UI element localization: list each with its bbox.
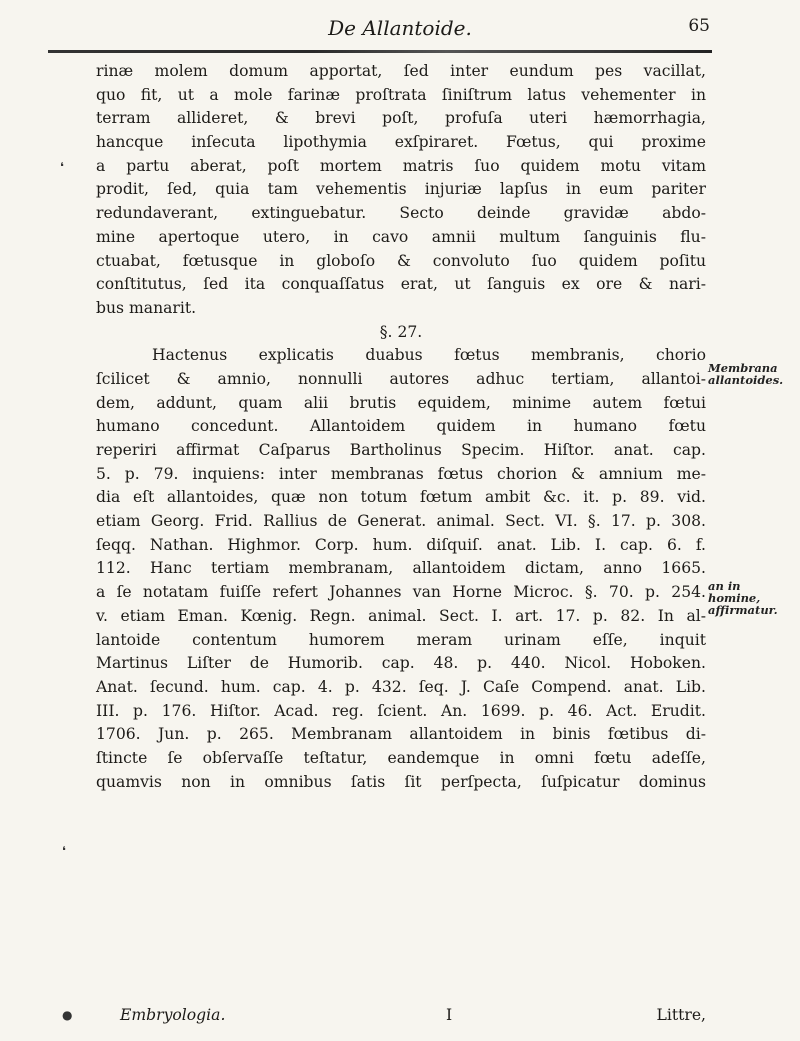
text-line: mine apertoque utero, in cavo amnii multum ſanguinis flu- <box>96 227 706 246</box>
text-line: ſcilicet & amnio, nonnulli autores adhuc tertiam, allantoi- <box>96 369 706 388</box>
text-line: hancque inſecuta lipothymia exſpiraret. Fœtus, qui proxime <box>96 133 706 152</box>
text-line: etiam Georg. Frid. Rallius de Generat. animal. Sect. VI. §. 17. p. 308. <box>96 512 706 531</box>
catchword: Littre, <box>656 1006 706 1024</box>
margin-mark: ❛ <box>60 160 64 174</box>
margin-note-homine: an in homine, affirmatur. <box>708 579 778 617</box>
page-number: 65 <box>688 16 710 36</box>
text-line: lantoide contentum humorem meram urinam eſſe, inquit <box>96 630 706 649</box>
text-line: conſtitutus, ſed ita conquaſſatus erat, ut ſanguis ex ore & nari- <box>96 275 706 294</box>
margin-mark: ● <box>62 1008 73 1022</box>
text-line: Hactenus explicatis duabus fœtus membranis, chorio <box>152 346 706 365</box>
text-line: 1706. Jun. p. 265. Membranam allantoidem in binis fœtibus di- <box>96 725 706 744</box>
margin-mark: ❛ <box>62 844 66 858</box>
text-line: bus manarit. <box>96 298 197 317</box>
margin-note-allantoides: Membrana allantoides. <box>708 361 784 387</box>
text-line: terram allideret, & brevi poſt, profuſa uteri hæmorrhagia, <box>96 109 706 128</box>
text-line: 5. p. 79. inquiens: inter membranas fœtus chorion & amnium me- <box>96 464 706 483</box>
text-line: ctuabat, fœtusque in globoſo & convoluto ſuo quidem poſitu <box>96 251 706 270</box>
text-line: dem, addunt, quam alii brutis equidem, minime autem fœtui <box>96 393 706 412</box>
signature-mark: I <box>446 1006 453 1024</box>
section-number: §. 27. <box>379 322 423 341</box>
text-line: III. p. 176. Hiſtor. Acad. reg. ſcient. An. 1699. p. 46. Act. Erudit. <box>96 701 706 720</box>
text-line: dia eſt allantoides, quæ non totum fœtum ambit &c. it. p. 89. vid. <box>96 488 706 507</box>
text-line: redundaverant, extinguebatur. Secto deinde gravidæ abdo- <box>96 204 706 223</box>
text-line: v. etiam Eman. Kœnig. Regn. animal. Sect. I. art. 17. p. 82. In al- <box>96 606 706 625</box>
text-line: ſeqq. Nathan. Highmor. Corp. hum. diſquiſ. anat. Lib. I. cap. 6. f. <box>96 535 706 554</box>
text-line: a ſe notatam fuiſſe refert Johannes van Horne Microc. §. 70. p. 254. <box>96 583 706 602</box>
text-line: humano concedunt. Allantoidem quidem in humano fœtu <box>96 417 706 436</box>
text-line: Martinus Liſter de Humorib. cap. 48. p. 440. Nicol. Hoboken. <box>96 654 706 673</box>
text-line: a partu aberat, poſt mortem matris ſuo quidem motu vitam <box>96 156 706 175</box>
running-title: De Allantoide. <box>328 16 472 40</box>
text-line: ſtincte ſe obſervaſſe teſtatur, eandemque in omni fœtu adeſſe, <box>96 748 706 767</box>
text-line: quamvis non in omnibus ſatis ſit perſpecta, ſuſpicatur dominus <box>96 772 706 791</box>
text-line: prodit, ſed, quia tam vehementis injuriæ lapſus in eum pariter <box>96 180 706 199</box>
body-text <box>96 60 706 794</box>
text-line: 112. Hanc tertiam membranam, allantoidem dictam, anno 1665. <box>96 559 706 578</box>
text-line: Anat. ſecund. hum. cap. 4. p. 432. ſeq. J. Caſe Compend. anat. Lib. <box>96 677 706 696</box>
footer-catchline: Embryologia. <box>120 1006 226 1024</box>
header-rule <box>48 50 712 53</box>
text-line: quo fit, ut a mole farinæ proſtrata ſiniſtrum latus vehementer in <box>96 85 706 104</box>
text-line: rinæ molem domum apportat, ſed inter eundum pes vacillat, <box>96 62 706 80</box>
text-line: reperiri affirmat Caſparus Bartholinus Specim. Hiſtor. anat. cap. <box>96 441 706 459</box>
